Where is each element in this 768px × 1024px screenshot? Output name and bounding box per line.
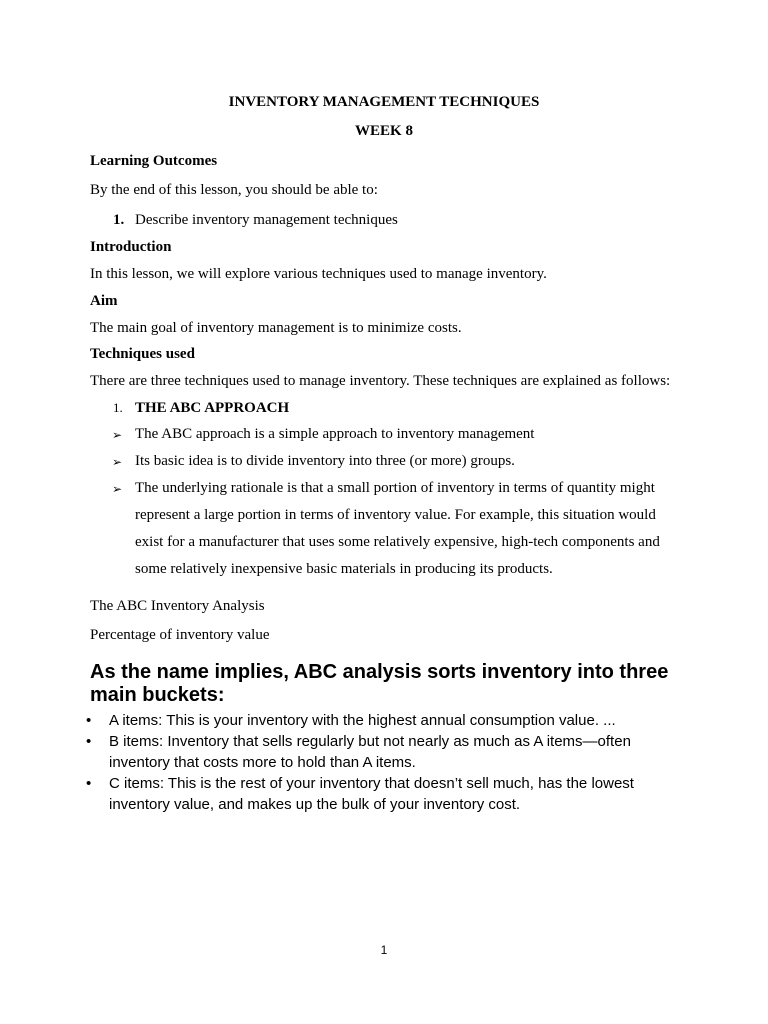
arrow-bullet-icon: ➢ xyxy=(112,455,123,469)
introduction-heading: Introduction xyxy=(90,239,172,255)
techniques-intro: There are three techniques used to manage inventory. These techniques are explained as follows: xyxy=(90,373,671,389)
arrow-bullet-icon: ➢ xyxy=(112,482,123,496)
aim-text: The main goal of inventory management is to minimize costs. xyxy=(90,320,462,336)
bucket-item: A items: This is your inventory with the highest annual consumption value. ... xyxy=(109,712,616,729)
introduction-text: In this lesson, we will explore various techniques used to manage inventory. xyxy=(90,266,547,282)
arrow-bullet-text: Its basic idea is to divide inventory into three (or more) groups. xyxy=(135,453,515,469)
bucket-item: B items: Inventory that sells regularly but not nearly as much as A items—often inventory that costs more to hold than A items. xyxy=(109,733,631,771)
abc-analysis-label: The ABC Inventory Analysis xyxy=(90,598,265,614)
technique-title: THE ABC APPROACH xyxy=(135,400,290,416)
learning-outcomes-heading: Learning Outcomes xyxy=(90,153,218,169)
percentage-label: Percentage of inventory value xyxy=(90,627,270,643)
outcome-number: 1. xyxy=(113,212,125,228)
arrow-bullet-text: The ABC approach is a simple approach to inventory management xyxy=(135,426,535,442)
aim-heading: Aim xyxy=(90,293,118,309)
bullet-dot-icon: • xyxy=(86,775,92,792)
buckets-heading: As the name implies, ABC analysis sorts inventory into three main buckets: xyxy=(90,661,669,706)
arrow-bullet-text: The underlying rationale is that a small portion of inventory in terms of quantity might represent a large portion in terms of inventory value. For example, this situation would exist for a manufacturer that uses some relatively expensive, high-tech components and some relatively inexpensive basic materials in producing its products. xyxy=(135,480,660,577)
technique-number: 1. xyxy=(113,400,123,415)
techniques-heading: Techniques used xyxy=(90,346,195,362)
bullet-dot-icon: • xyxy=(86,733,92,750)
outcome-item: Describe inventory management techniques xyxy=(135,212,398,228)
bullet-dot-icon: • xyxy=(86,712,92,729)
arrow-bullet-icon: ➢ xyxy=(112,428,123,442)
page-number: 1 xyxy=(380,943,388,957)
week-label: WEEK 8 xyxy=(355,123,413,139)
document-title: INVENTORY MANAGEMENT TECHNIQUES xyxy=(228,94,540,110)
learning-outcomes-intro: By the end of this lesson, you should be able to: xyxy=(90,182,378,198)
bucket-item: C items: This is the rest of your inventory that doesn’t sell much, has the lowest inventory value, and makes up the bulk of your inventory cost. xyxy=(109,775,634,813)
